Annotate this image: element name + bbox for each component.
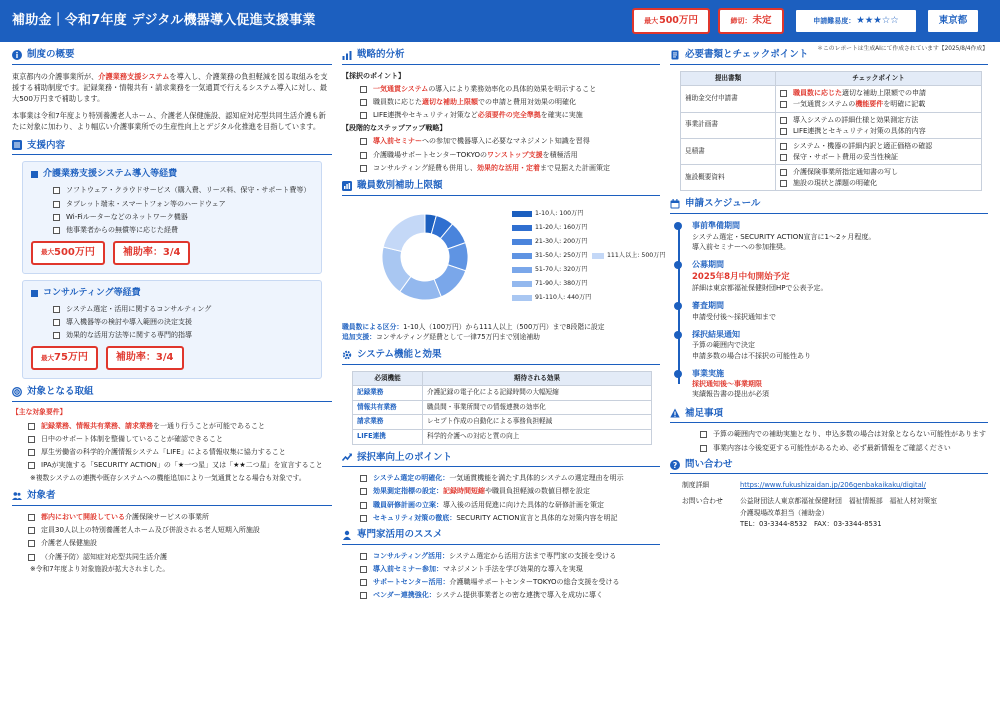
list-item: 事業内容は今後変更する可能性があるため、必ず最新情報をご確認ください — [700, 443, 988, 453]
legend-item — [512, 252, 587, 261]
legend-swatch — [512, 211, 532, 217]
list-item: 定員30人以上の特別養護老人ホーム及び併設される老人短期入所施設 — [28, 525, 332, 535]
checkbox-icon — [53, 187, 60, 194]
list-item: 介護老人保健施設 — [28, 538, 332, 548]
contact-heading: ? 問い合わせ — [670, 458, 988, 475]
list-item: 一気通貫システムの導入により業務効率化の具体的効果を明示すること — [360, 84, 660, 94]
list-item: 職員数に応じた適切な補助上限額での申請と費用対効果の明確化 — [360, 97, 660, 107]
timeline-dot-icon — [674, 222, 682, 230]
list-item: 日中のサポート体制を整備していることが確認できること — [28, 434, 332, 444]
strategy-sub-1: 【採択のポイント】 — [342, 71, 405, 80]
eligible-heading: 対象者 — [12, 489, 332, 506]
gear-icon — [342, 350, 352, 360]
strategy-list-1 — [342, 84, 660, 120]
table-row: 施設概要資料 介護保険事業所指定通知書の写し 施設の現状と課題の明確化 — [681, 165, 982, 191]
supplement-heading: 補足事項 — [670, 407, 988, 424]
legend-swatch — [512, 267, 532, 273]
checkbox-icon — [28, 423, 35, 430]
staff-donut-chart — [380, 212, 470, 302]
checkbox-icon — [53, 214, 60, 221]
subsidy-rate-tag: 補助率：3/4 — [113, 241, 191, 265]
checkbox-icon — [53, 227, 60, 234]
difficulty-badge: 申請難易度： ★★★☆☆ — [794, 8, 918, 34]
checkbox-icon — [28, 449, 35, 456]
list-item: 導入前セミナー参加：マネジメント手法を学び効果的な導入を実現 — [360, 564, 660, 574]
list-item: 厚生労働省の科学的介護情報システム「LIFE」による情報収集に協力すること — [28, 447, 332, 457]
legend-swatch — [512, 225, 532, 231]
checkbox-icon — [28, 462, 35, 469]
list-item: 都内において開設している介護保険サービスの事業所 — [28, 512, 332, 522]
expert-list — [342, 551, 660, 601]
staff-chart-legend — [512, 209, 666, 322]
list-item: 他事業者からの無償等に応じた経費 — [53, 225, 313, 235]
contact-org: 公益財団法人東京都福祉保健財団 福祉情報部 福祉人材対策室 — [740, 496, 938, 505]
checkbox-icon — [360, 488, 367, 495]
region-badge: 東京都 — [926, 8, 980, 34]
list-item: Wi-Fiルーターなどのネットワーク機器 — [53, 212, 313, 222]
legend-item — [512, 280, 587, 289]
checkbox-icon — [360, 112, 367, 119]
square-bullet-icon — [31, 290, 38, 297]
legend-label: 21-30人: 200万円 — [535, 237, 588, 245]
list-item: ベンダー連携強化：システム提供事業者との密な連携で導入を成功に導く — [360, 590, 660, 600]
checkbox-icon — [28, 554, 35, 561]
table-row: LIFE連携 科学的介護への対応と質の向上 — [353, 429, 652, 444]
eligible-note: ※令和7年度より対象施設が拡大されました。 — [30, 564, 170, 573]
timeline-dot-icon — [674, 370, 682, 378]
list-item: システム選定の明確化：一気通貫機能を満たす具体的システムの選定理由を明示 — [360, 473, 660, 483]
checkbox-icon — [28, 436, 35, 443]
legend-swatch — [512, 281, 532, 287]
list-item: セキュリティ対策の徹底：SECURITY ACTION宣言と具体的な対策内容を明記 — [360, 513, 660, 523]
timeline-dot-icon — [674, 331, 682, 339]
legend-label: 1-10人: 100万円 — [535, 209, 584, 217]
list-item: サポートセンター活用：介護職場サポートセンターTOKYOの総合支援を受ける — [360, 577, 660, 587]
timeline-item: 事業実施 採択通知後〜事業期限 実績報告書の提出が必須 — [692, 368, 988, 400]
expert-heading: 専門家活用のススメ — [342, 528, 660, 545]
contact-tel: TEL：03-3344-8532 FAX：03-3344-8531 — [740, 520, 882, 529]
legend-item — [512, 224, 587, 233]
legend-item — [512, 210, 583, 219]
targets-subheading: 【主な対象要件】 — [12, 408, 67, 417]
checkbox-icon — [53, 306, 60, 313]
support-box-consulting-title: コンサルティング等経費 — [31, 287, 313, 300]
list-item: 効果測定指標の設定：記録時間短縮や職員負担軽減の数値目標を設定 — [360, 486, 660, 496]
checkbox-icon — [780, 143, 787, 150]
legend-swatch — [512, 295, 532, 301]
list-item: コンサルティング経費も併用し、効果的な活用・定着まで見据えた計画策定 — [360, 163, 660, 173]
improve-list — [342, 473, 660, 523]
list-item: IPAが実施する「SECURITY ACTION」の「★一つ星」又は「★★二つ星」を宣言すること — [28, 460, 332, 470]
support-box-system-items — [31, 185, 313, 235]
support-box-system-tags — [31, 241, 313, 265]
warning-icon — [670, 408, 680, 418]
list-item: ソフトウェア・クラウドサービス（購入費、リース料、保守・サポート費等） — [53, 185, 313, 195]
table-row: 補助金交付申請書 職員数に応じた適切な補助上限額での申請 一気通貫システムの機能要件を明確に記載 — [681, 86, 982, 112]
checkbox-icon — [53, 332, 60, 339]
list-item: 効果的な活用方法等に関する専門的指導 — [53, 330, 313, 340]
checkbox-icon — [780, 90, 787, 97]
schedule-timeline — [670, 220, 988, 399]
timeline-dot-icon — [674, 261, 682, 269]
staff-chart-area — [342, 202, 666, 322]
staff-note-2: 追加支援：コンサルティング経費として一律75万円まで別途補助 — [342, 332, 540, 341]
list-item: タブレット端末・スマートフォン等のハードウェア — [53, 199, 313, 209]
deadline-badge: 締切： 未定 — [718, 8, 784, 34]
legend-label: 51-70人: 320万円 — [535, 265, 588, 273]
legend-swatch — [592, 253, 604, 259]
max-amount-tag: 最大 500万円 — [31, 241, 105, 265]
checkbox-icon — [53, 319, 60, 326]
question-icon — [670, 460, 680, 470]
header-bar — [0, 0, 1000, 42]
contact-url-label: 制度詳細 — [682, 481, 710, 490]
list-item: LIFE連携やセキュリティ対策など必須要件の完全準拠を確実に実施 — [360, 110, 660, 120]
table-row: 情報共有業務 職員間・事業所間での情報連携の効率化 — [353, 400, 652, 415]
max-amount-badge: 最大 500万円 — [632, 8, 710, 34]
middle-column — [342, 48, 666, 603]
checkbox-icon — [780, 180, 787, 187]
chart-icon — [342, 50, 352, 60]
schedule-heading: 申請スケジュール — [670, 197, 988, 214]
contact-dept: 介護現場改革担当（補助金） — [740, 508, 829, 517]
timeline-item: 採択結果通知 予算の範囲内で決定 申請多数の場合は不採択の可能性あり — [692, 329, 988, 361]
svg-text:?: ? — [672, 460, 678, 470]
checkbox-icon — [360, 515, 367, 522]
subsidy-rate-tag: 補助率：3/4 — [106, 346, 184, 370]
overview-paragraph-2: 本事業は令和7年度より特別養護老人ホーム、介護老人保健施設、認知症対応型共同生活介護も新たに対象に加わり、より幅広い介護事業所での生産性向上とデジタル化推進を目指しています。 — [12, 111, 326, 132]
checkbox-icon — [360, 138, 367, 145]
table-row: 見積書 システム・機器の詳細内訳と適正価格の確認 保守・サポート費用の妥当性検証 — [681, 138, 982, 164]
legend-label: 11-20人: 160万円 — [535, 223, 588, 231]
list-item: 導入前セミナーへの参加で機器導入に必要なマネジメント知識を習得 — [360, 136, 660, 146]
docs-heading: 必要書類とチェックポイント — [670, 48, 988, 65]
table-row: 請求業務 レセプト作成の自動化による事務負担軽減 — [353, 415, 652, 430]
system-table — [352, 371, 652, 445]
list-item: 介護職場サポートセンターTOKYOのワンストップ支援を積極活用 — [360, 150, 660, 160]
users-icon — [12, 491, 22, 501]
eligible-list — [12, 512, 332, 562]
targets-note: ※複数システムの連携や既存システムへの機能追加により一気通貫となる場合も対象です。 — [30, 473, 306, 482]
right-column — [670, 48, 988, 531]
targets-list — [12, 421, 332, 471]
targets-heading: 対象となる取組 — [12, 385, 332, 402]
list-item: 予算の範囲内での補助実施となり、申込多数の場合は対象とならない可能性があります — [700, 429, 988, 439]
legend-item — [512, 238, 587, 247]
staff-notes — [342, 322, 660, 342]
support-box-consulting-items — [31, 304, 313, 340]
checkbox-icon — [700, 445, 707, 452]
checkbox-icon — [780, 154, 787, 161]
timeline-item: 事前準備期間 システム選定・SECURITY ACTION宣言に1〜2ヶ月程度。 導入前セミナーへの参加推奨。 — [692, 220, 988, 252]
checkbox-icon — [360, 475, 367, 482]
docs-table — [680, 71, 982, 192]
square-bullet-icon — [31, 171, 38, 178]
left-column — [12, 48, 332, 575]
checkbox-icon — [360, 579, 367, 586]
table-row: 事業計画書 導入システムの詳細仕様と効果測定方法 LIFE連携とセキュリティ対策の具体的内容 — [681, 112, 982, 138]
checkbox-icon — [360, 553, 367, 560]
ai-generated-note: ＊このレポートは生成AIにて作成されています【2025/8/4作成】 — [817, 46, 988, 52]
checkbox-icon — [360, 566, 367, 573]
document-icon — [670, 50, 680, 60]
checkbox-icon — [360, 86, 367, 93]
legend-label: 31-50人: 250万円 — [535, 251, 588, 259]
supplement-list — [670, 429, 988, 452]
strategy-list-2 — [342, 136, 660, 172]
max-amount-tag: 最大 75万円 — [31, 346, 98, 370]
contact-url-link[interactable]: https://www.fukushizaidan.jp/206genbakaikaku/digital/ — [740, 481, 926, 490]
support-box-consulting-tags — [31, 346, 313, 370]
legend-label: 111人以上: 500万円 — [607, 251, 666, 259]
strategy-heading: 戦略的分析 — [342, 48, 660, 65]
system-heading: システム機能と効果 — [342, 348, 660, 365]
contact-org-label: お問い合わせ — [682, 496, 723, 505]
checkbox-icon — [28, 527, 35, 534]
support-box-system — [22, 161, 322, 274]
info-icon — [12, 50, 22, 60]
page-title: 補助金｜令和7年度 デジタル機器導入促進支援事業 — [12, 13, 316, 28]
checkbox-icon — [780, 101, 787, 108]
checkbox-icon — [360, 99, 367, 106]
target-icon — [12, 387, 22, 397]
legend-item — [512, 294, 591, 303]
overview-paragraph-1: 東京都内の介護事業所が、介護業務支援システムを導入し、介護業務の負担軽減を図る取組みを支援する補助制度です。記録業務・情報共有・請求業務を一気通貫で行えるシステム導入に対し、最大500万円まで補助します。 — [12, 71, 328, 104]
bar-chart-icon — [342, 181, 352, 191]
checkbox-icon — [28, 514, 35, 521]
calendar-icon — [670, 199, 680, 209]
timeline-item: 審査期間 申請受付後〜採択通知まで — [692, 300, 988, 322]
list-icon — [12, 140, 22, 150]
expert-icon — [342, 530, 352, 540]
checkbox-icon — [28, 540, 35, 547]
trend-up-icon — [342, 452, 352, 462]
list-item: 導入機器等の検討や導入範囲の決定支援 — [53, 317, 313, 327]
checkbox-icon — [780, 169, 787, 176]
legend-label: 91-110人: 440万円 — [535, 293, 592, 301]
checkbox-icon — [360, 592, 367, 599]
timeline-dot-icon — [674, 302, 682, 310]
support-box-consulting — [22, 280, 322, 379]
donut-slice — [383, 214, 425, 251]
staff-heading: 職員数別補助上限額 — [342, 179, 660, 196]
legend-item — [592, 252, 666, 261]
table-header-row: 必須機能 期待される効果 — [353, 371, 652, 386]
legend-swatch — [512, 239, 532, 245]
checkbox-icon — [360, 502, 367, 509]
legend-swatch — [512, 253, 532, 259]
list-item: システム選定・活用に関するコンサルティング — [53, 304, 313, 314]
support-box-system-title: 介護業務支援システム導入等経費 — [31, 168, 313, 181]
staff-note-1: 職員数による区分：1-10人（100万円）から111人以上（500万円）まで8段階に設定 — [342, 322, 605, 331]
checkbox-icon — [360, 152, 367, 159]
legend-item — [512, 266, 587, 275]
support-heading: 支援内容 — [12, 139, 332, 156]
overview-heading: 制度の概要 — [12, 48, 332, 65]
strategy-sub-2: 【段階的なステップアップ戦略】 — [342, 124, 447, 133]
list-item: 職員研修計画の立案：導入後の活用促進に向けた具体的な研修計画を策定 — [360, 500, 660, 510]
table-header-row: 提出書類 チェックポイント — [681, 71, 982, 86]
list-item: 記録業務、情報共有業務、請求業務を一通り行うことが可能であること — [28, 421, 332, 431]
checkbox-icon — [700, 431, 707, 438]
checkbox-icon — [780, 117, 787, 124]
improve-heading: 採択率向上のポイント — [342, 451, 660, 468]
list-item: （介護予防）認知症対応型共同生活介護 — [28, 552, 332, 562]
checkbox-icon — [360, 165, 367, 172]
checkbox-icon — [780, 128, 787, 135]
contact-info — [670, 480, 988, 530]
legend-label: 71-90人: 380万円 — [535, 279, 588, 287]
list-item: コンサルティング活用：システム選定から活用方法まで専門家の支援を受ける — [360, 551, 660, 561]
table-row: 記録業務 介護記録の電子化による記録時間の大幅短縮 — [353, 386, 652, 401]
timeline-item: 公募期間 2025年8月中旬開始予定 詳細は東京都福祉保健財団HPで公表予定。 — [692, 259, 988, 293]
checkbox-icon — [53, 201, 60, 208]
